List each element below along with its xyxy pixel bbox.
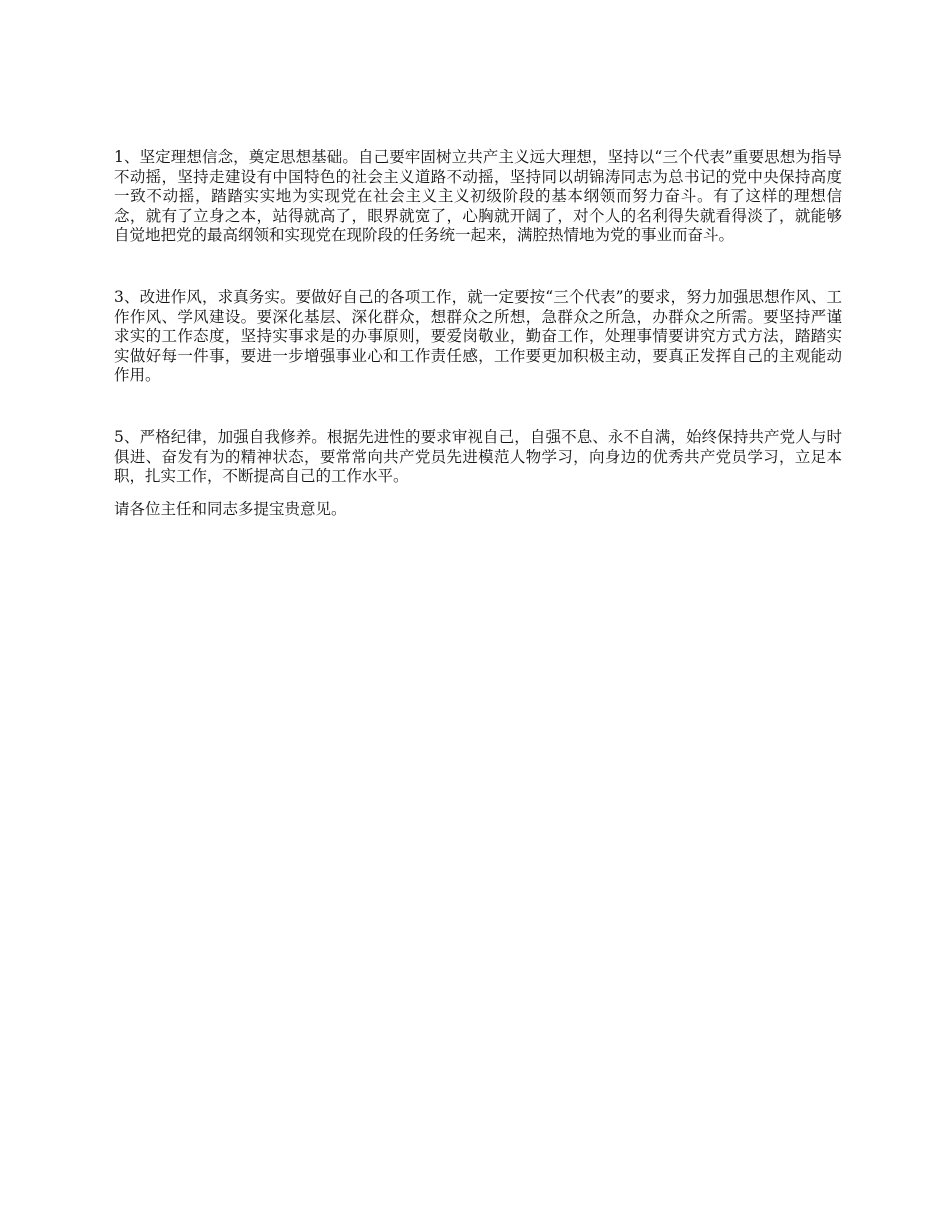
paragraph-5: 5、严格纪律，加强自我修养。根据先进性的要求审视自己，自强不息、永不自满，始终保持共产党人与时俱进、奋发有为的精神状态，要常常向共产党员先进模范人物学习，向身边的优秀共产党员学习，立足本职，扎实工作，不断提高自己的工作水平。 [114, 427, 842, 486]
closing-remark: 请各位主任和同志多提宝贵意见。 [114, 499, 347, 518]
paragraph-3: 3、改进作风，求真务实。要做好自己的各项工作，就一定要按“三个代表”的要求，努力加强思想作风、工作作风、学风建设。要深化基层、深化群众，想群众之所想，急群众之所急，办群众之所需。要坚持严谨求实的工作态度，坚持实事求是的办事原则，要爱岗敬业，勤奋工作，处理事情要讲究方式方法，踏踏实实做好每一件事，要进一步增强事业心和工作责任感，工作要更加积极主动，要真正发挥自己的主观能动作用。 [114, 287, 842, 385]
paragraph-1: 1、坚定理想信念，奠定思想基础。自己要牢固树立共产主义远大理想，坚持以“三个代表”重要思想为指导不动摇，坚持走建设有中国特色的社会主义道路不动摇，坚持同以胡锦涛同志为总书记的党中央保持高度一致不动摇，踏踏实实地为实现党在社会主义主义初级阶段的基本纲领而努力奋斗。有了这样的理想信念，就有了立身之本，站得就高了，眼界就宽了，心胸就开阔了，对个人的名利得失就看得淡了，就能够自觉地把党的最高纲领和实现党在现阶段的任务统一起来，满腔热情地为党的事业而奋斗。 [114, 148, 842, 245]
document-body [114, 148, 842, 519]
